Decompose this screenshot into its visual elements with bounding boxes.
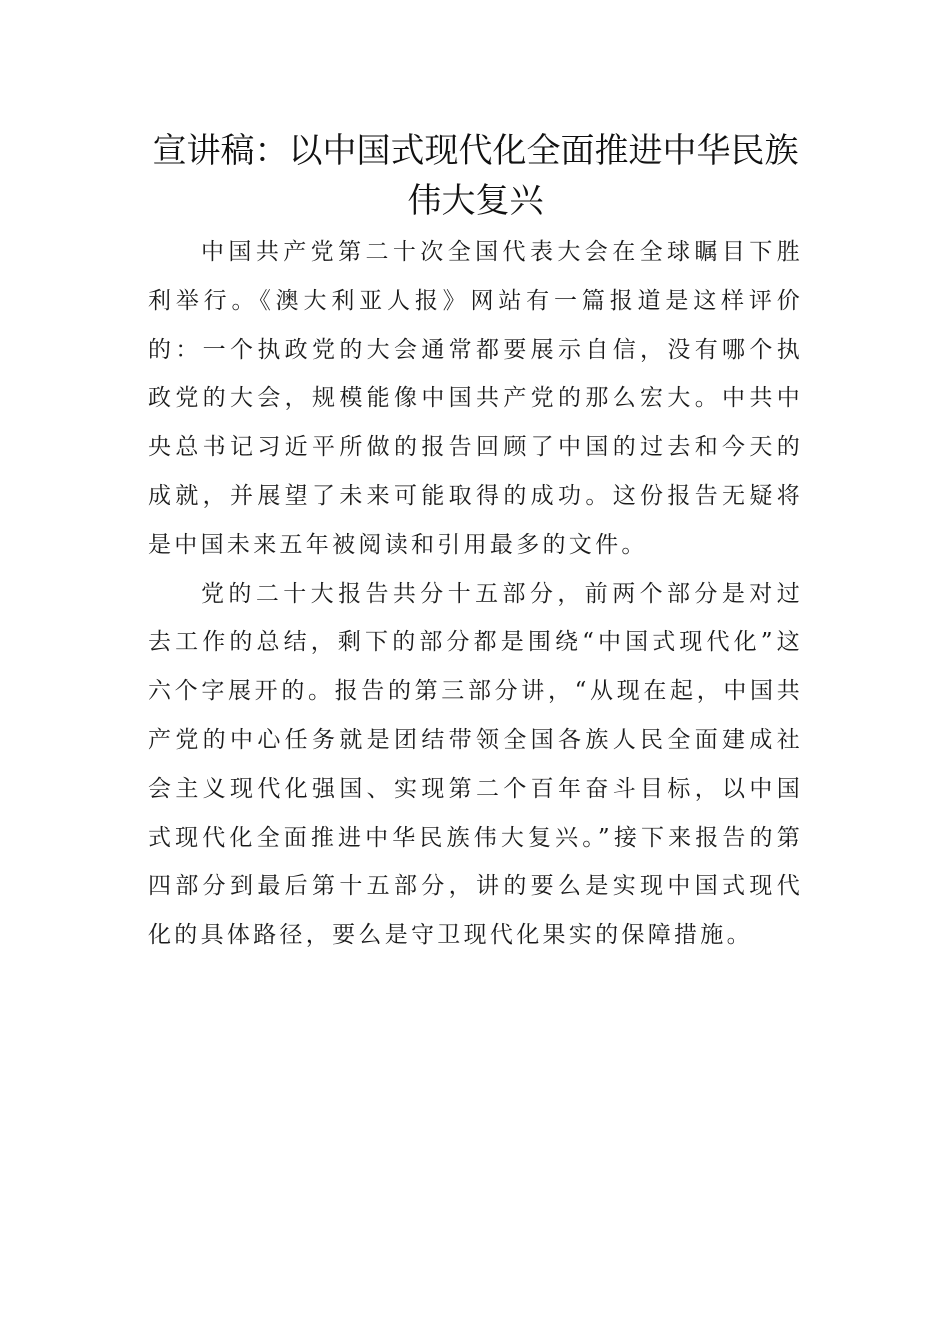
paragraph-2: 党的二十大报告共分十五部分，前两个部分是对过去工作的总结，剩下的部分都是围绕“中国式现代化”这六个字展开的。报告的第三部分讲，“从现在起，中国共产党的中心任务就是团结带领全国各族人民全面建成社会主义现代化强国、实现第二个百年奋斗目标，以中国式现代化全面推进中华民族伟大复兴。”接下来报告的第四部分到最后第十五部分，讲的要么是实现中国式现代化的具体路径，要么是守卫现代化果实的保障措施。 (148, 580, 803, 949)
document-title: 宣讲稿：以中国式现代化全面推进中华民族伟大复兴 (152, 131, 799, 221)
document-body (148, 228, 803, 960)
paragraph-1: 中国共产党第二十次全国代表大会在全球瞩目下胜利举行。《澳大利亚人报》网站有一篇报道是这样评价的：一个执政党的大会通常都要展示自信，没有哪个执政党的大会，规模能像中国共产党的那么宏大。中共中央总书记习近平所做的报告回顾了中国的过去和今天的成就，并展望了未来可能取得的成功。这份报告无疑将是中国未来五年被阅读和引用最多的文件。 (148, 239, 803, 558)
